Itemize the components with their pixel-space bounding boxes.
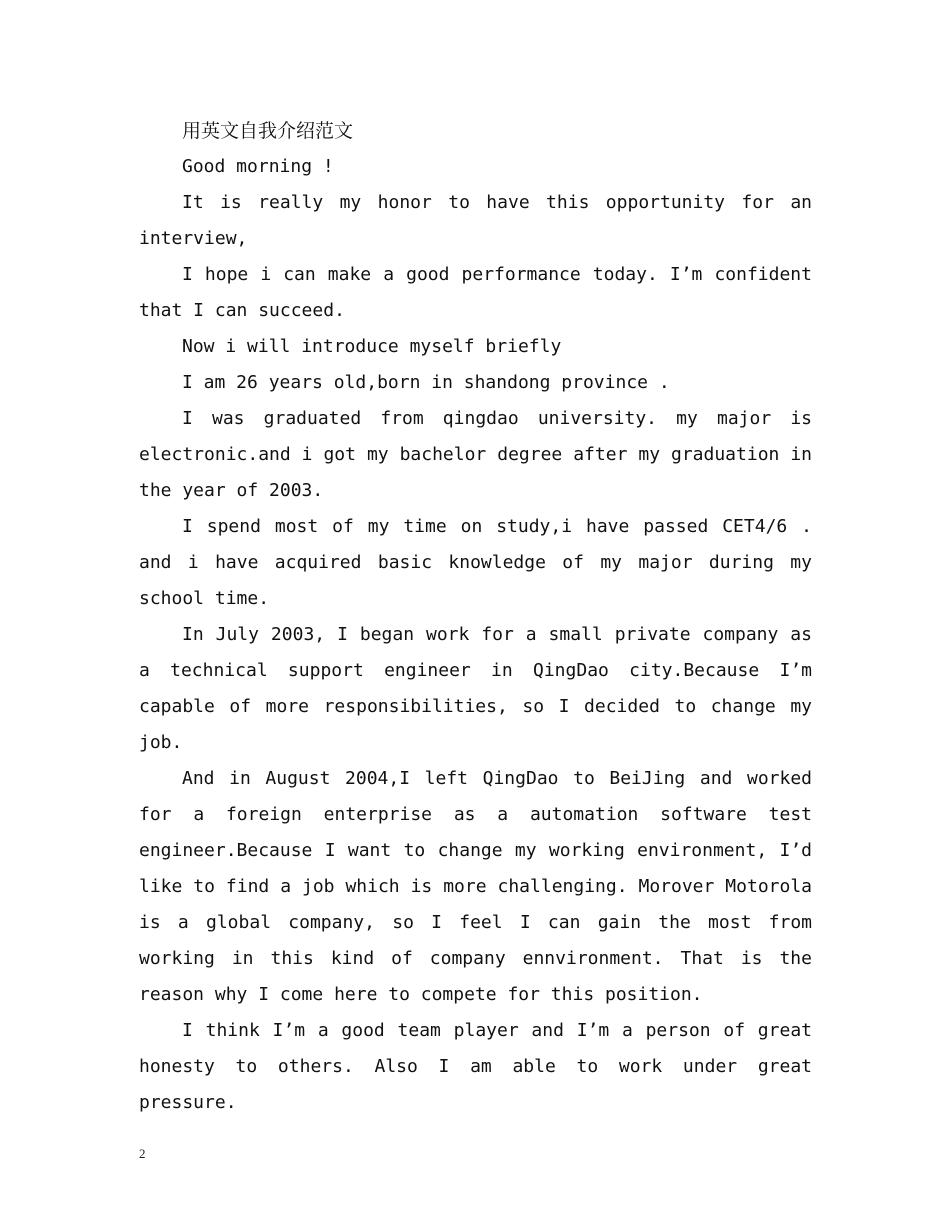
document-title: 用英文自我介绍范文 <box>182 120 354 142</box>
paragraph-age: I am 26 years old,born in shandong province . <box>182 372 670 393</box>
paragraph-personality: I think I’m a good team player and I’m a person of great honesty to others. Also I am able to work under great pressure. <box>139 1020 812 1113</box>
paragraph-education: I was graduated from qingdao university. my major is electronic.and i got my bachelor degree after my graduation in the year of 2003. <box>139 408 812 501</box>
page-number: 2 <box>139 1146 146 1161</box>
paragraph-confident: I hope i can make a good performance today. I’m confident that I can succeed. <box>139 264 812 321</box>
paragraph-honor: It is really my honor to have this opportunity for an interview, <box>139 192 812 249</box>
document-body <box>139 113 812 1121</box>
paragraph-second-job: And in August 2004,I left QingDao to BeiJing and worked for a foreign enterprise as a automation software test engineer.Because I want to change my working environment, I’d like to find a job which is more challenging. Morover Motorola is a global company, so I feel I can gain the most from working in this kind of company ennvironment. That is the reason why I come here to compete for this position. <box>139 768 812 1005</box>
paragraph-study: I spend most of my time on study,i have passed CET4/6 . and i have acquired basic knowledge of my major during my school time. <box>139 516 812 609</box>
paragraph-first-job: In July 2003, I began work for a small private company as a technical support engineer in QingDao city.Because I’m capable of more responsibilities, so I decided to change my job. <box>139 624 812 753</box>
paragraph-greeting: Good morning ! <box>182 156 334 177</box>
paragraph-introduce: Now i will introduce myself briefly <box>182 336 562 357</box>
